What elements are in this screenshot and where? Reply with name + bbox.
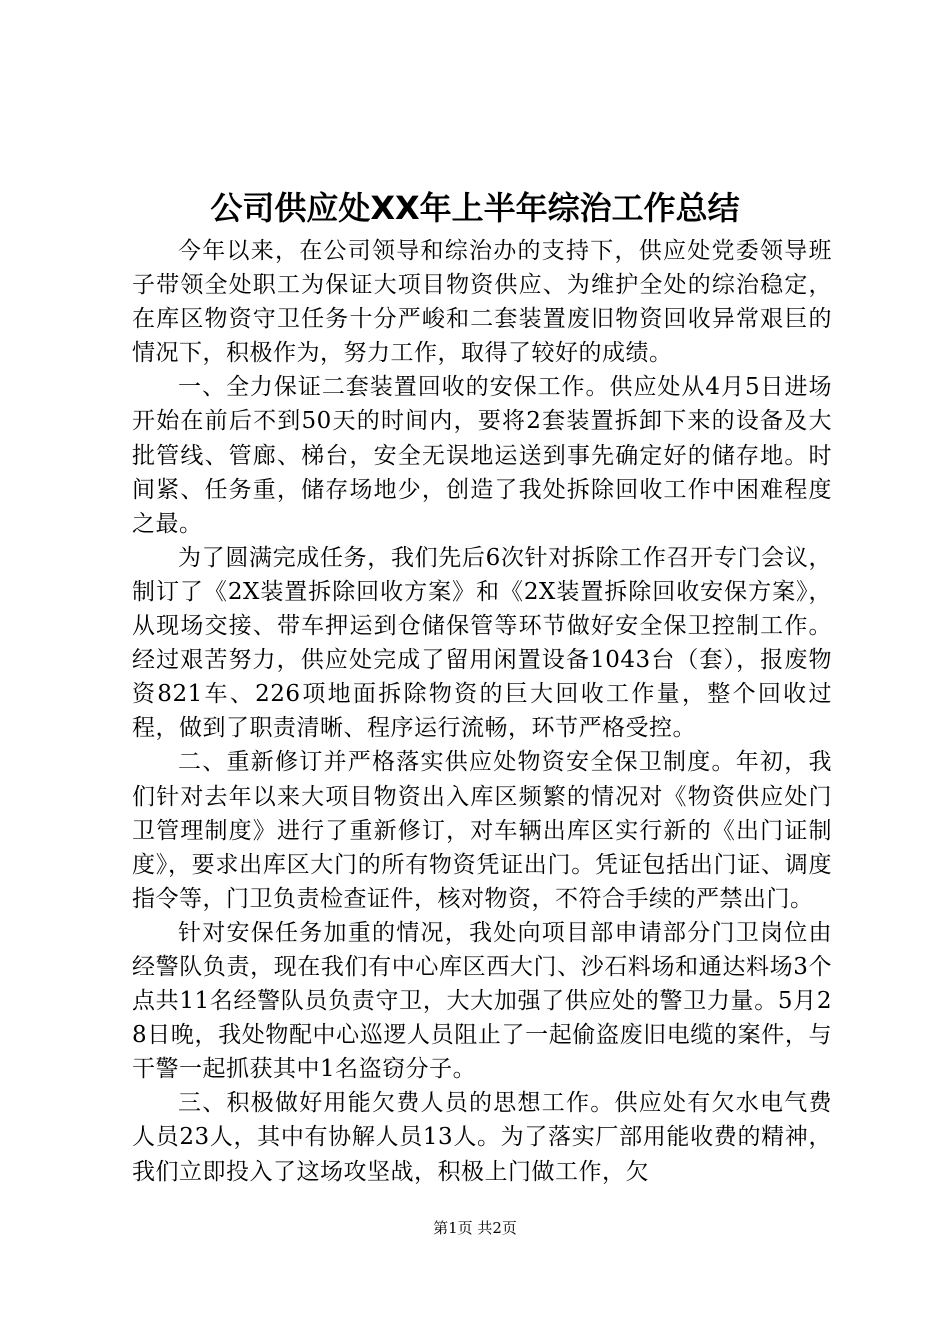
paragraph-section-2: 二、重新修订并严格落实供应处物资安全保卫制度。年初，我们针对去年以来大项目物资出入库区频繁的情况对《物资供应处门卫管理制度》进行了重新修订，对车辆出库区实行新的《出门证制度》，要求出库区大门的所有物资凭证出门。凭证包括出门证、调度指令等，门卫负责检查证件，核对物资，不符合手续的严禁出门。 — [132, 749, 832, 912]
document-body — [132, 234, 832, 1189]
page-footer: 第1页 共2页 — [433, 1219, 517, 1237]
paragraph-section-3: 三、积极做好用能欠费人员的思想工作。供应处有欠水电气费人员23人，其中有协解人员13人。为了落实厂部用能收费的精神，我们立即投入了这场攻坚战，积极上门做工作，欠 — [132, 1090, 832, 1185]
paragraph-section-1-detail: 为了圆满完成任务，我们先后6次针对拆除工作召开专门会议，制订了《2X装置拆除回收方案》和《2X装置拆除回收安保方案》，从现场交接、带车押运到仓储保管等环节做好安全保卫控制工作。经过艰苦努力，供应处完成了留用闲置设备1043台（套），报废物资821车、226项地面拆除物资的巨大回收工作量，整个回收过程，做到了职责清晰、程序运行流畅，环节严格受控。 — [132, 544, 832, 742]
paragraph-intro: 今年以来，在公司领导和综治办的支持下，供应处党委领导班子带领全处职工为保证大项目物资供应、为维护全处的综治稳定，在库区物资守卫任务十分严峻和二套装置废旧物资回收异常艰巨的情况下，积极作为，努力工作，取得了较好的成绩。 — [132, 238, 832, 367]
paragraph-section-2-detail: 针对安保任务加重的情况，我处向项目部申请部分门卫岗位由经警队负责，现在我们有中心库区西大门、沙石料场和通达料场3个点共11名经警队员负责守卫，大大加强了供应处的警卫力量。5月28日晚，我处物配中心巡逻人员阻止了一起偷盗废旧电缆的案件，与干警一起抓获其中1名盗窃分子。 — [132, 919, 832, 1083]
document-title: 公司供应处XX年上半年综治工作总结 — [210, 189, 740, 227]
paragraph-section-1: 一、全力保证二套装置回收的安保工作。供应处从4月5日进场开始在前后不到50天的时间内，要将2套装置拆卸下来的设备及大批管线、管廊、梯台，安全无误地运送到事先确定好的储存地。时间紧、任务重，储存场地少，创造了我处拆除回收工作中困难程度之最。 — [132, 374, 832, 537]
